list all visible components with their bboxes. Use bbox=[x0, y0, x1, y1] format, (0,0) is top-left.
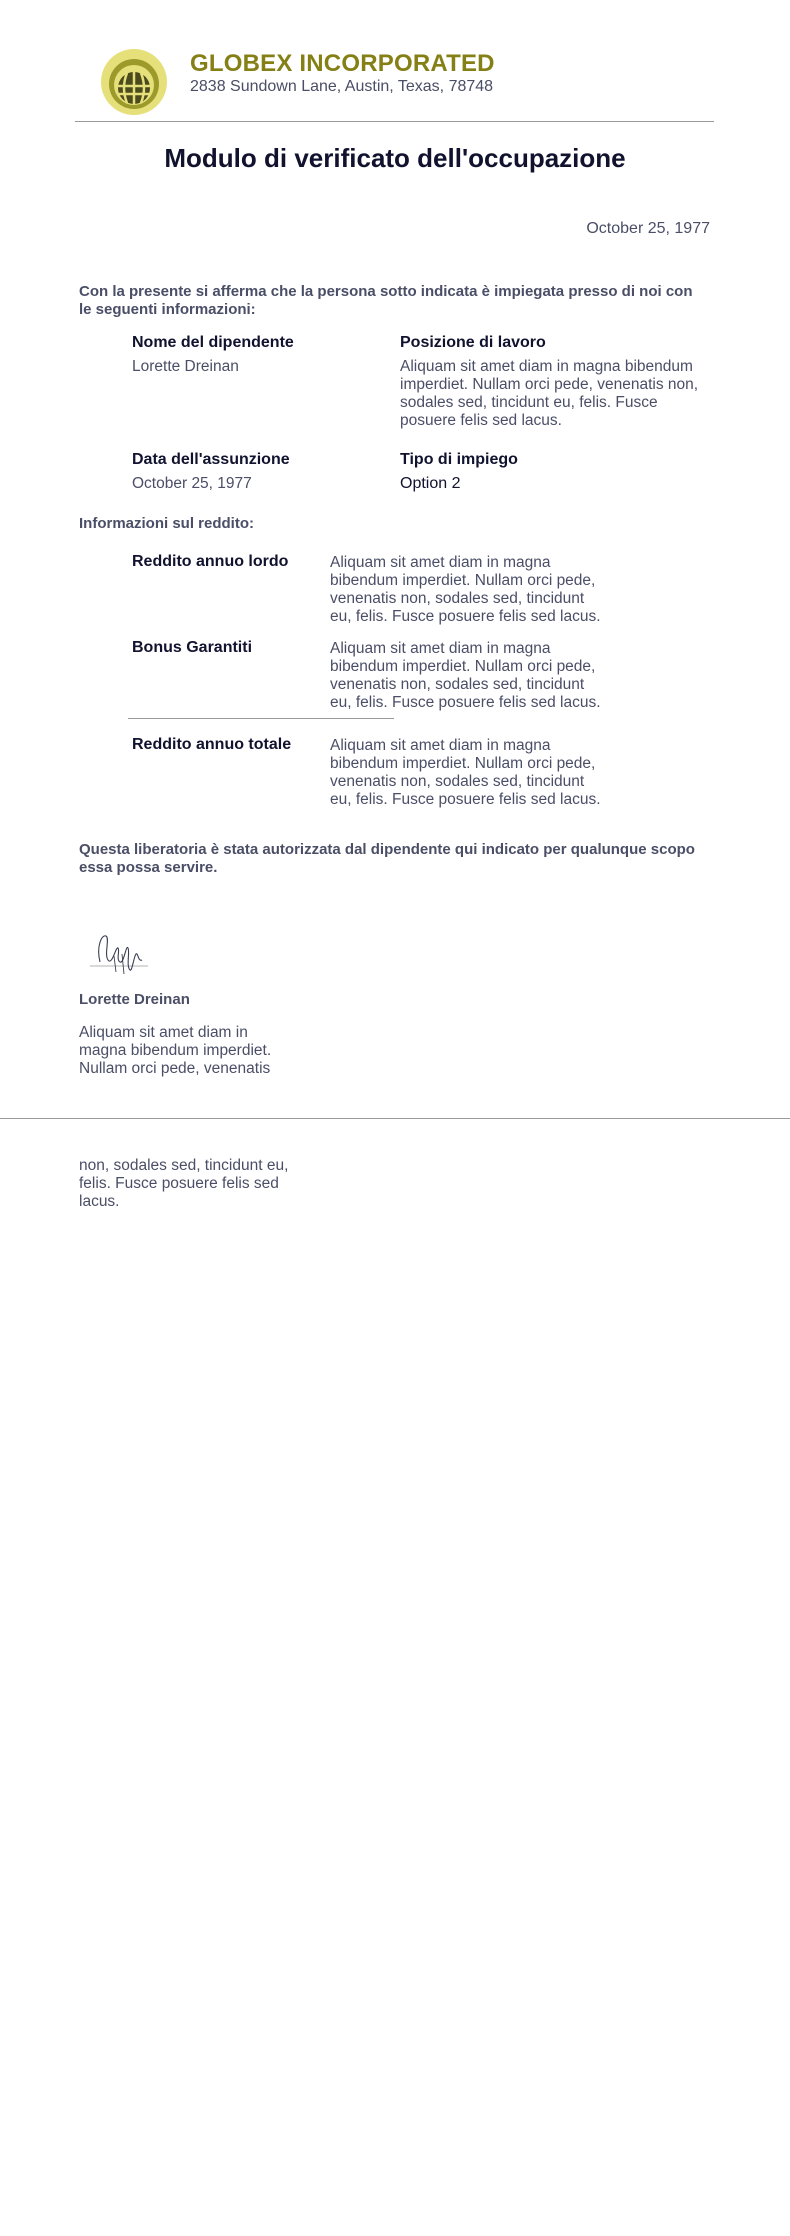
page-divider bbox=[0, 1118, 790, 1119]
globe-logo-icon bbox=[100, 48, 168, 116]
signer-note: Aliquam sit amet diam in magna bibendum imperdiet. Nullam orci pede, venenatis bbox=[79, 1024, 272, 1077]
document-title: Modulo di verificato dell'occupazione bbox=[164, 143, 626, 173]
handwritten-signature-icon bbox=[86, 926, 152, 976]
company-name: GLOBEX INCORPORATED bbox=[190, 50, 495, 77]
job-position-value: Aliquam sit amet diam in magna bibendum imperdiet. Nullam orci pede, venenatis non, sodales sed, tincidunt eu, felis. Fusce posuere felis sed lacus. bbox=[400, 358, 699, 429]
hire-date-value: October 25, 1977 bbox=[132, 475, 252, 492]
income-section-title: Informazioni sul reddito: bbox=[79, 515, 254, 532]
intro-text: Con la presente si afferma che la persona sotto indicata è impiegata presso di noi con le seguenti informazioni: bbox=[79, 283, 693, 318]
header-divider bbox=[75, 121, 714, 122]
guaranteed-bonus-value: Aliquam sit amet diam in magna bibendum imperdiet. Nullam orci pede, venenatis non, sodales sed, tincidunt eu, felis. Fusce posuere felis sed lacus. bbox=[330, 640, 601, 711]
gross-income-label: Reddito annuo lordo bbox=[132, 553, 289, 570]
employee-name-label: Nome del dipendente bbox=[132, 334, 294, 351]
job-position-label: Posizione di lavoro bbox=[400, 334, 546, 351]
total-income-label: Reddito annuo totale bbox=[132, 736, 292, 753]
income-divider bbox=[128, 718, 394, 719]
gross-income-value: Aliquam sit amet diam in magna bibendum imperdiet. Nullam orci pede, venenatis non, sodales sed, tincidunt eu, felis. Fusce posuere felis sed lacus. bbox=[330, 554, 601, 625]
guaranteed-bonus-label: Bonus Garantiti bbox=[132, 639, 253, 656]
total-income-value: Aliquam sit amet diam in magna bibendum imperdiet. Nullam orci pede, venenatis non, sodales sed, tincidunt eu, felis. Fusce posuere felis sed lacus. bbox=[330, 737, 601, 808]
hire-date-label: Data dell'assunzione bbox=[132, 451, 290, 468]
company-address: 2838 Sundown Lane, Austin, Texas, 78748 bbox=[190, 78, 494, 95]
employment-type-value: Option 2 bbox=[400, 475, 461, 492]
employment-type-label: Tipo di impiego bbox=[400, 451, 518, 468]
signer-note-continued: non, sodales sed, tincidunt eu, felis. Fusce posuere felis sed lacus. bbox=[79, 1157, 289, 1210]
signer-name: Lorette Dreinan bbox=[79, 991, 190, 1008]
employee-name-value: Lorette Dreinan bbox=[132, 358, 239, 375]
document-date: October 25, 1977 bbox=[586, 220, 710, 237]
release-statement: Questa liberatoria è stata autorizzata dal dipendente qui indicato per qualunque scopo essa possa servire. bbox=[79, 841, 695, 876]
